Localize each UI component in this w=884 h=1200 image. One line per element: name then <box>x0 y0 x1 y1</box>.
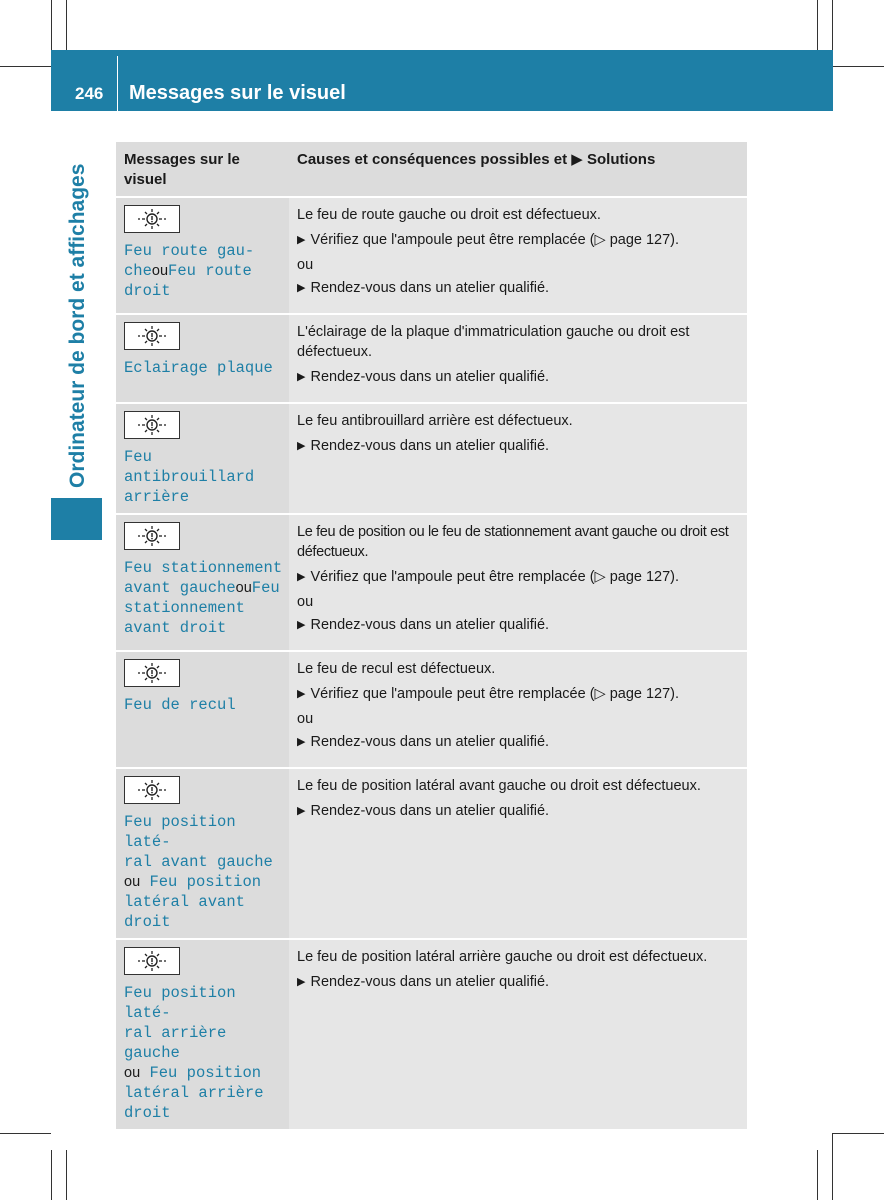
cause-text: Le feu de position latéral arrière gauche ou droit est défectueux. <box>297 949 708 965</box>
table-header-row <box>116 142 747 197</box>
triangle-right-icon: ▶ <box>297 282 306 294</box>
bulb-warning-icon <box>124 205 180 233</box>
crop-mark <box>833 1133 884 1134</box>
cause-text: Le feu de position latéral avant gauche ou droit est défectueux. <box>297 778 701 794</box>
crop-mark <box>833 66 884 67</box>
crop-mark <box>51 0 52 50</box>
triangle-right-icon: ▶ <box>297 976 306 988</box>
solution-step: ▶ Rendez-vous dans un atelier qualifié. <box>297 974 550 990</box>
solution-step: ▶ Rendez-vous dans un atelier qualifié. <box>297 438 550 454</box>
solution-step: ▶ Rendez-vous dans un atelier qualifié. <box>297 280 550 296</box>
cause-cell <box>289 314 747 403</box>
or-label: ou <box>297 594 314 610</box>
message-cell <box>116 651 289 768</box>
cause-cell <box>289 197 747 314</box>
message-cell <box>116 314 289 403</box>
cause-text: Le feu de route gauche ou droit est défectueux. <box>297 207 601 223</box>
display-message: Eclairage plaque <box>124 359 273 377</box>
solution-step: ▶ Vérifiez que l'ampoule peut être remplacée (▷ page 127). <box>297 686 680 702</box>
triangle-right-icon: ▶ <box>297 371 306 383</box>
message-cell <box>116 514 289 651</box>
bulb-warning-icon <box>124 522 180 550</box>
crop-mark <box>51 1150 52 1200</box>
bulb-warning-icon <box>124 659 180 687</box>
triangle-right-icon: ▶ <box>297 805 306 817</box>
cause-cell <box>289 768 747 939</box>
table-row <box>116 403 747 514</box>
solution-step: ▶ Vérifiez que l'ampoule peut être remplacée (▷ page 127). <box>297 569 680 585</box>
message-cell <box>116 197 289 314</box>
crop-mark <box>832 1133 833 1200</box>
crop-mark <box>66 1150 67 1200</box>
solution-step: ▶ Rendez-vous dans un atelier qualifié. <box>297 803 550 819</box>
cause-cell <box>289 651 747 768</box>
cause-text: Le feu de recul est défectueux. <box>297 661 496 677</box>
display-message: Feu antibrouillard arrière <box>124 448 255 506</box>
solution-step: ▶ Rendez-vous dans un atelier qualifié. <box>297 617 550 633</box>
message-cell <box>116 403 289 514</box>
display-message: Feu position laté- ral avant gauche ou Feu position latéral avant droit <box>124 813 273 931</box>
table-row <box>116 651 747 768</box>
page-title: Messages sur le visuel <box>129 82 346 104</box>
header-separator <box>117 56 118 111</box>
solution-step: ▶ Rendez-vous dans un atelier qualifié. <box>297 734 550 750</box>
triangle-right-icon: ▶ <box>297 688 306 700</box>
message-cell <box>116 768 289 939</box>
display-message: Feu stationnement avant gaucheouFeu stationnement avant droit <box>124 559 283 637</box>
crop-mark <box>817 0 818 50</box>
cause-text: Le feu antibrouillard arrière est défectueux. <box>297 413 573 429</box>
or-label: ou <box>297 711 314 727</box>
crop-mark <box>832 0 833 50</box>
column-header-messages: Messages sur le visuel <box>116 142 289 197</box>
cause-cell <box>289 403 747 514</box>
triangle-right-icon: ▶ <box>297 619 306 631</box>
triangle-right-icon: ▶ <box>297 234 306 246</box>
crop-mark <box>0 66 51 67</box>
solution-step: ▶ Vérifiez que l'ampoule peut être remplacée (▷ page 127). <box>297 232 680 248</box>
bulb-warning-icon <box>124 776 180 804</box>
cause-text: L'éclairage de la plaque d'immatriculation gauche ou droit est défectueux. <box>297 324 690 360</box>
display-message: Feu de recul <box>124 696 236 714</box>
triangle-right-icon: ▶ <box>297 736 306 748</box>
bulb-warning-icon <box>124 411 180 439</box>
column-header-causes: Causes et conséquences possibles et ▶ Solutions <box>289 142 747 197</box>
side-chapter-label: Ordinateur de bord et affichages <box>66 163 89 488</box>
cause-cell <box>289 939 747 1130</box>
display-message: Feu route gau- cheouFeu route droit <box>124 242 255 300</box>
crop-mark <box>66 0 67 50</box>
triangle-right-icon: ▶ <box>297 440 306 452</box>
cause-text: Le feu de position ou le feu de stationnement avant gauche ou droit est défectueux. <box>297 524 729 560</box>
message-cell <box>116 939 289 1130</box>
table-row <box>116 768 747 939</box>
or-label: ou <box>297 257 314 273</box>
table-row <box>116 939 747 1130</box>
side-tab-marker <box>51 498 102 540</box>
bulb-warning-icon <box>124 947 180 975</box>
messages-table <box>116 142 747 1131</box>
display-message: Feu position laté- ral arrière gauche ou Feu position latéral arrière droit <box>124 984 264 1122</box>
page-number: 246 <box>75 84 104 103</box>
table-row <box>116 314 747 403</box>
cause-cell <box>289 514 747 651</box>
bulb-warning-icon <box>124 322 180 350</box>
solution-step: ▶ Rendez-vous dans un atelier qualifié. <box>297 369 550 385</box>
crop-mark <box>817 1150 818 1200</box>
triangle-right-icon: ▶ <box>297 571 306 583</box>
table-row <box>116 514 747 651</box>
table-row <box>116 197 747 314</box>
crop-mark <box>0 1133 51 1134</box>
